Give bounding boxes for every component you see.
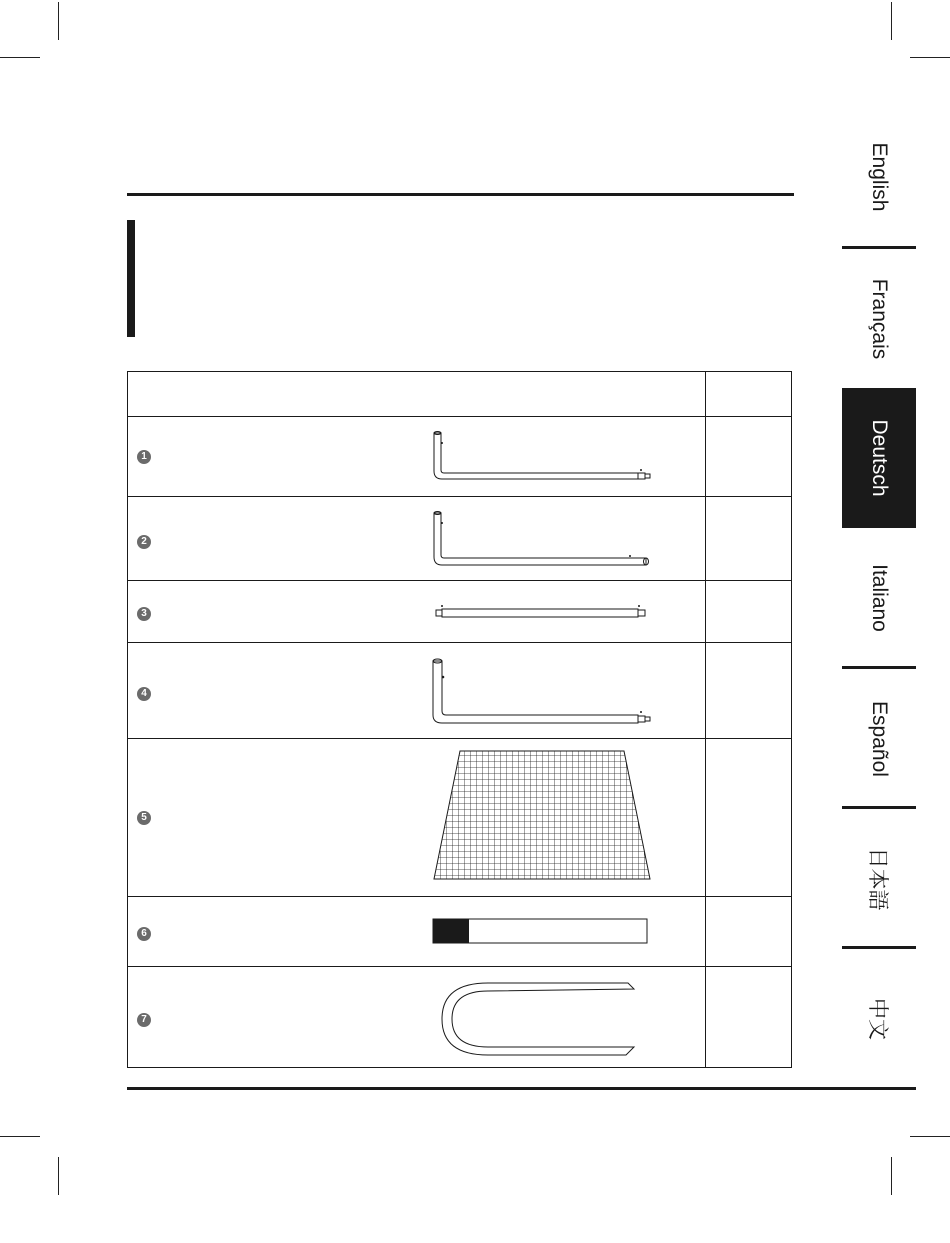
l-shaped-pole-icon <box>428 657 658 727</box>
part-number-badge: 7 <box>137 1013 151 1027</box>
tab-francais[interactable] <box>842 249 916 389</box>
parts-table <box>127 371 792 1068</box>
section-marker-bar <box>127 220 135 337</box>
footer-rule <box>127 1087 916 1090</box>
u-shaped-stake-icon <box>428 979 658 1059</box>
tab-label: English <box>868 142 891 212</box>
crop-mark <box>58 2 59 40</box>
strap-band-icon <box>428 917 658 947</box>
crop-mark <box>910 1136 950 1137</box>
table-row <box>128 642 791 739</box>
header-rule <box>127 193 794 196</box>
l-shaped-pole-icon <box>428 511 658 569</box>
tab-label: 日本語 <box>866 847 889 911</box>
tab-italiano[interactable] <box>842 528 916 668</box>
crop-mark <box>891 1157 892 1195</box>
tab-deutsch[interactable] <box>842 388 916 528</box>
tab-chinese[interactable] <box>842 949 916 1089</box>
part-number-badge: 4 <box>137 687 151 701</box>
table-row <box>128 738 791 897</box>
part-number-badge: 3 <box>137 607 151 621</box>
tab-label: 中文 <box>866 998 889 1040</box>
part-number-badge: 1 <box>137 450 151 464</box>
tab-japanese[interactable] <box>842 809 916 949</box>
table-row <box>128 416 791 497</box>
tab-label: Français <box>868 278 891 360</box>
tab-espanol[interactable] <box>842 669 916 809</box>
table-row <box>128 496 791 581</box>
crop-mark <box>0 1136 40 1137</box>
table-row <box>128 966 791 1069</box>
crop-mark <box>0 57 40 58</box>
crossbar-tube-icon <box>428 601 658 623</box>
table-row <box>128 580 791 643</box>
crop-mark <box>910 57 950 58</box>
tab-english[interactable] <box>842 107 916 247</box>
part-number-badge: 5 <box>137 811 151 825</box>
tab-label: Deutsch <box>868 419 891 497</box>
l-shaped-pole-icon <box>428 431 658 483</box>
part-number-badge: 6 <box>137 927 151 941</box>
tab-label: Español <box>868 701 891 777</box>
tab-label: Italiano <box>868 564 891 632</box>
crop-mark <box>891 2 892 40</box>
crop-mark <box>58 1157 59 1195</box>
table-row <box>128 896 791 967</box>
part-number-badge: 2 <box>137 535 151 549</box>
net-mesh-icon <box>428 749 658 883</box>
